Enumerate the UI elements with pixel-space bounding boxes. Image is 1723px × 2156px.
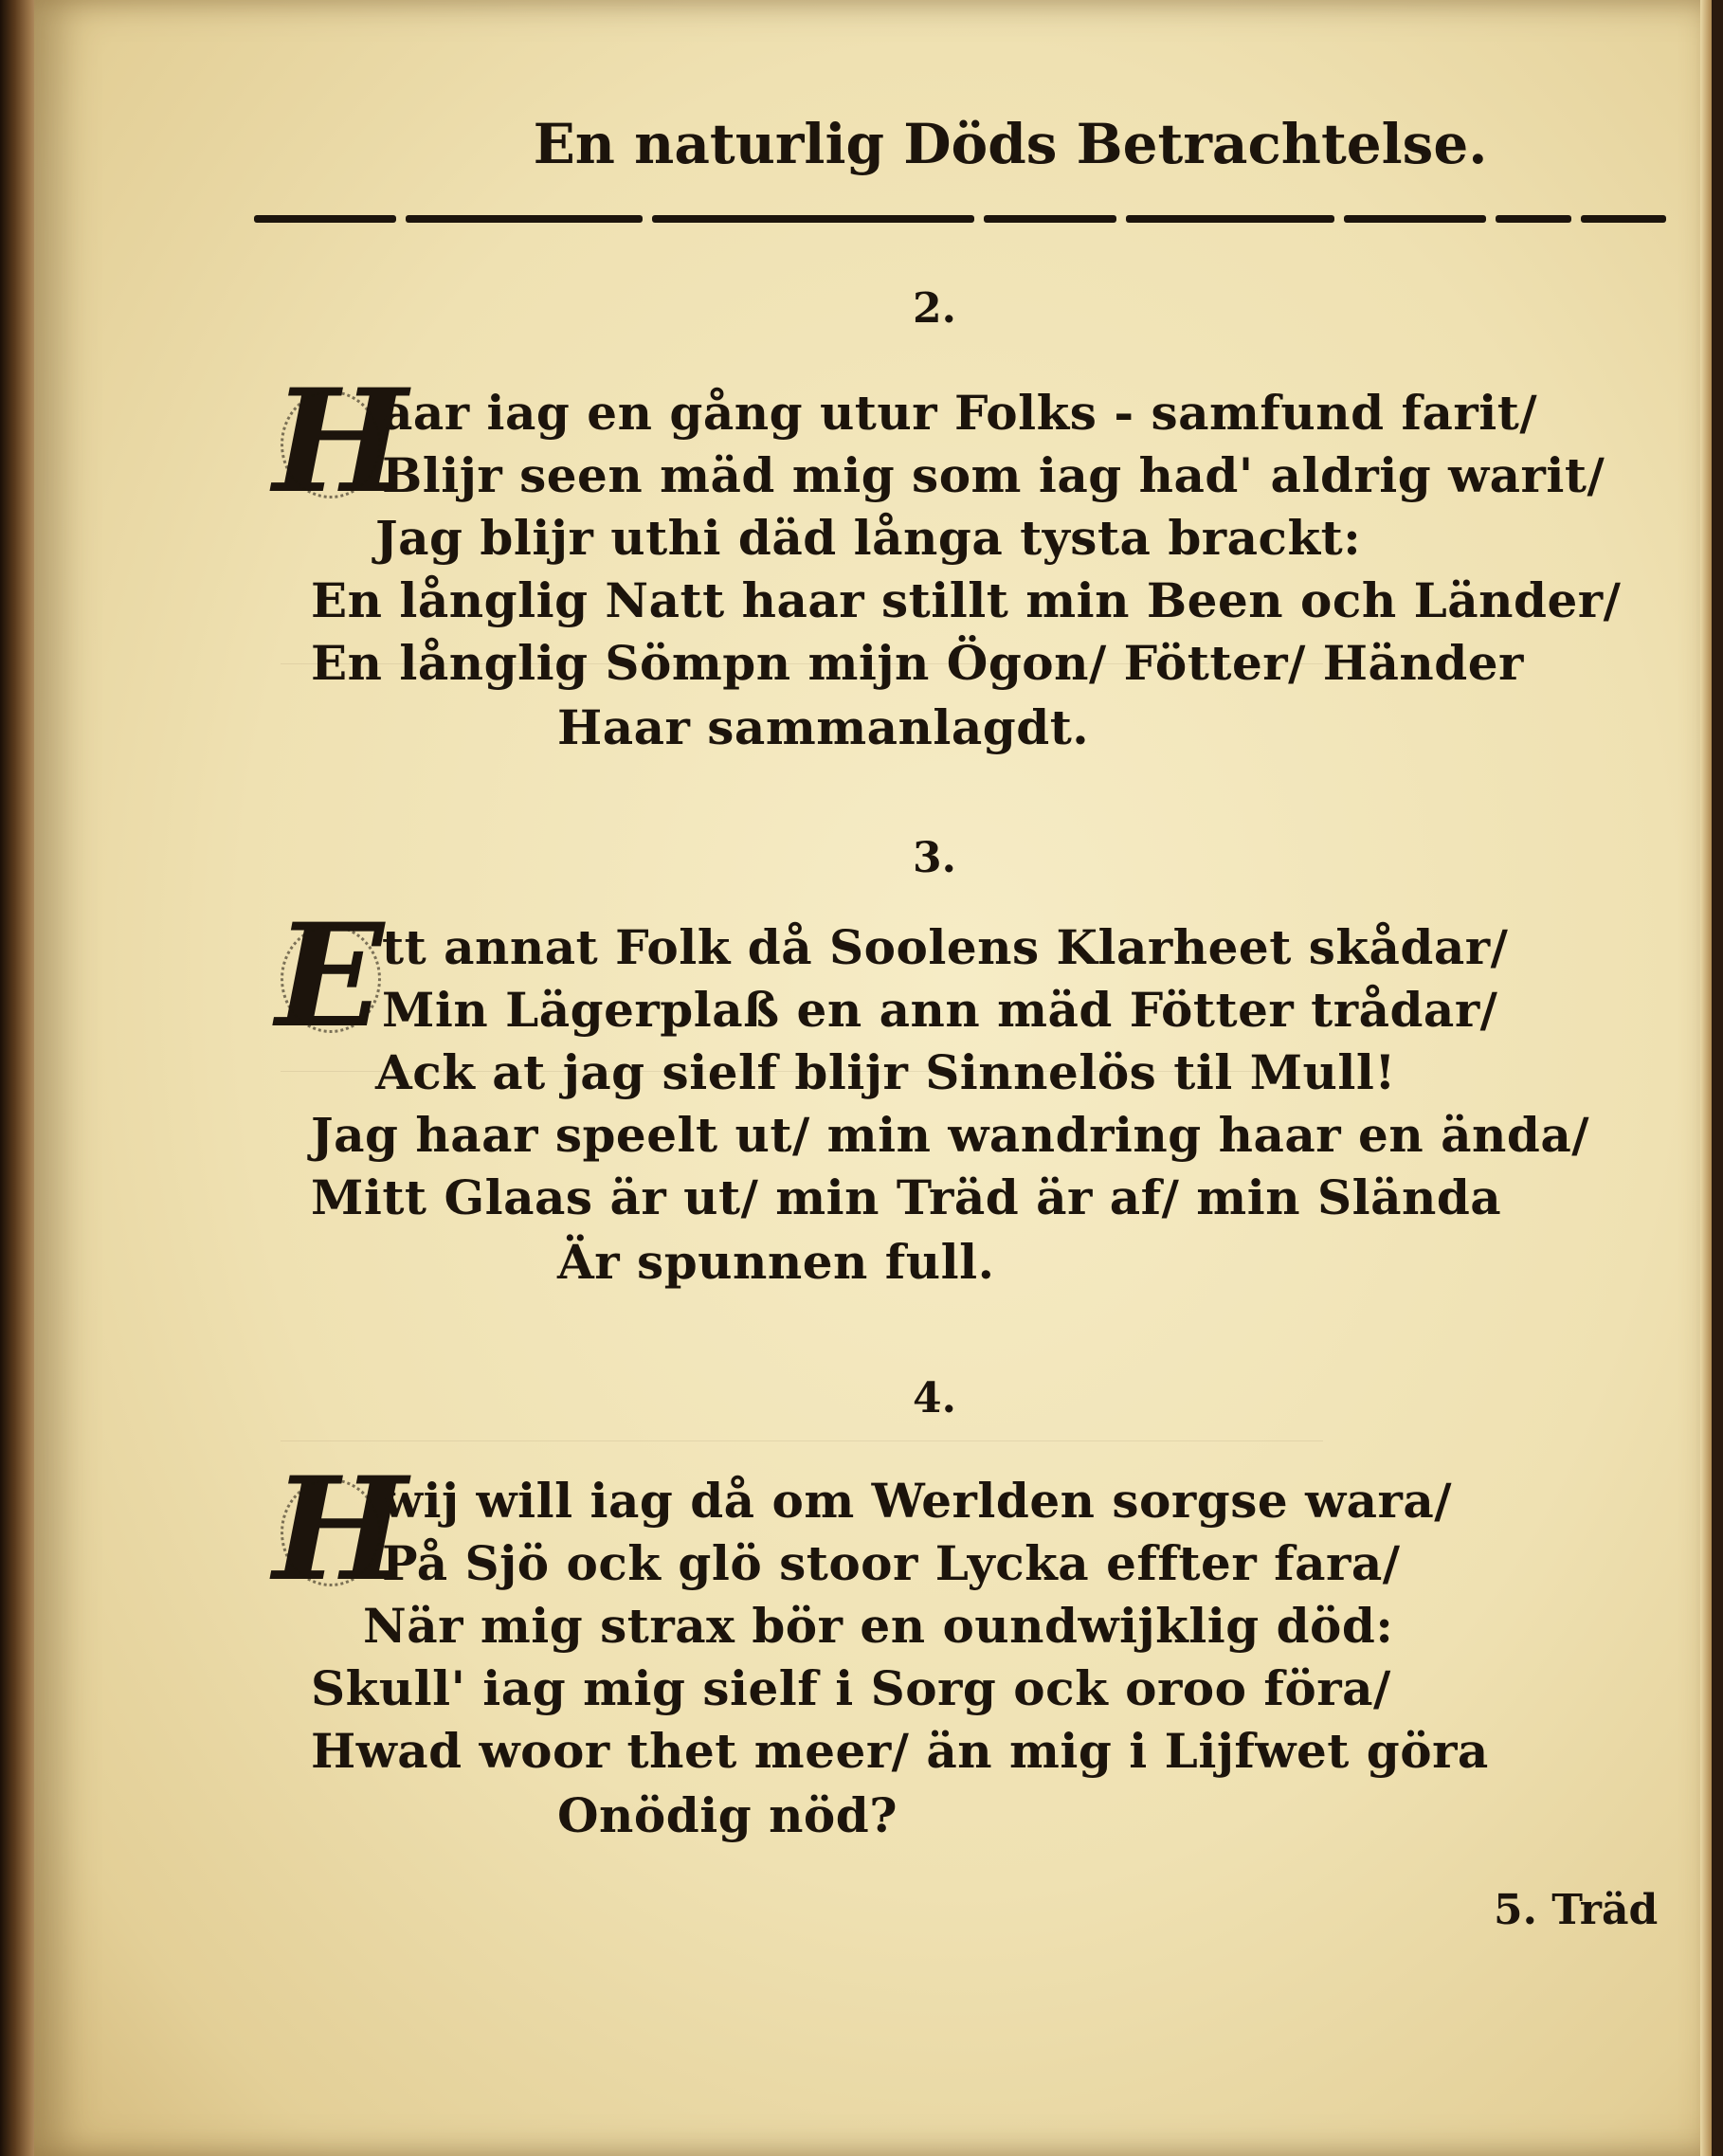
verse-line: Mitt Glaas är ut/ min Träd är af/ min Slända (311, 1169, 1502, 1225)
stanza-number: 4. (913, 1374, 956, 1422)
book-page (34, 0, 1712, 2156)
ornamental-initial: H (273, 358, 408, 525)
verse-line: Blijr seen mäd mig som iag had' aldrig warit/ (382, 447, 1605, 503)
verse-line: tt annat Folk då Soolens Klarheet skådar/ (382, 919, 1509, 975)
verse-line: På Sjö ock glö stoor Lycka effter fara/ (382, 1535, 1401, 1591)
verse-line: Ack at jag sielf blijr Sinnelös til Mull! (375, 1044, 1396, 1100)
verse-line: Onödig nöd? (557, 1787, 898, 1843)
verse-line: En långlig Natt haar stillt min Been och Länder/ (311, 572, 1622, 628)
header-rule (254, 212, 1666, 226)
verse-line: När mig strax bör en oundwijklig död: (363, 1598, 1394, 1654)
verse-line: wij will iag då om Werlden sorgse wara/ (382, 1473, 1453, 1529)
verse-line: Jag haar speelt ut/ min wandring haar en ända/ (311, 1107, 1589, 1163)
verse-line: Hwad woor thet meer/ än mig i Lijfwet göra (311, 1723, 1489, 1779)
verse-line: Jag blijr uthi däd långa tysta brackt: (375, 510, 1362, 566)
verse-line: En långlig Sömpn mijn Ögon/ Fötter/ Händer (311, 635, 1524, 691)
verse-line: aar iag en gång utur Folks - samfund farit/ (382, 385, 1538, 441)
catchword: 5. Träd (1494, 1886, 1659, 1934)
verse-line: Är spunnen full. (557, 1234, 995, 1290)
ornamental-initial: E (273, 912, 387, 1041)
verse-line: Min Lägerplaß en ann mäd Fötter trådar/ (382, 982, 1498, 1038)
show-through-line (281, 1440, 1323, 1441)
verse-line: Skull' iag mig sielf i Sorg ock oroo föra/ (311, 1660, 1391, 1716)
verse-line: Haar sammanlagdt. (557, 699, 1090, 755)
stanza-number: 2. (913, 284, 956, 333)
ornamental-initial: H (273, 1446, 408, 1613)
running-title: En naturlig Döds Betrachtelse. (533, 112, 1488, 176)
stanza-number: 3. (913, 834, 956, 882)
